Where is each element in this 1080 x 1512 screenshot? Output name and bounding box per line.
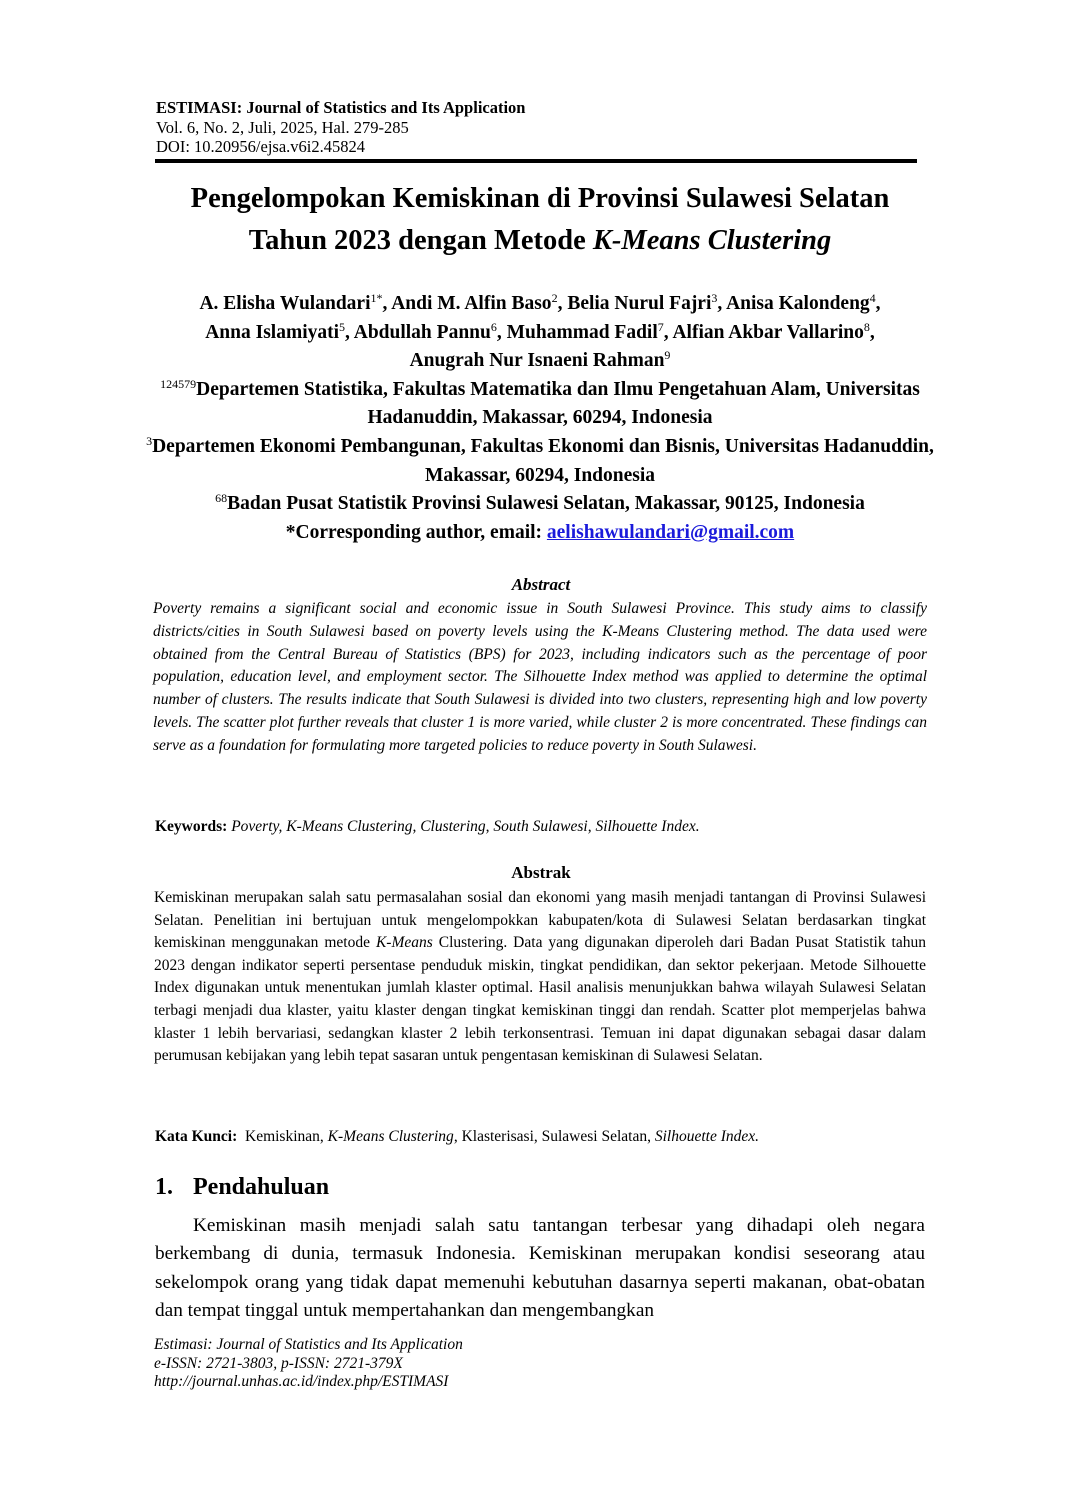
- header-divider: [155, 159, 917, 163]
- affiliation: [130, 490, 950, 519]
- title-line-2-text: Tahun 2023 dengan Metode: [248, 225, 593, 256]
- title-method: K-Means Clustering: [592, 225, 832, 256]
- kata-kunci-label: Kata Kunci:: [155, 1128, 238, 1145]
- section-heading: [155, 1172, 925, 1202]
- author-sup: 7: [657, 319, 664, 334]
- volume-info: Vol. 6, No. 2, Juli, 2025, Hal. 279-285: [156, 118, 409, 137]
- author-block: [130, 290, 950, 547]
- author-sep: ,: [382, 293, 392, 314]
- affiliation-text: Departemen Ekonomi Pembangunan, Fakultas Ekonomi dan Bisnis, Universitas Hadanuddin, Makassar, 60294, Indonesia: [152, 435, 934, 486]
- affiliation-sup: 68: [215, 491, 228, 506]
- author-sep: ,: [869, 321, 875, 343]
- author-line: [130, 290, 950, 319]
- abstrak-heading: Abstrak: [511, 863, 571, 882]
- author-sup: 8: [863, 319, 870, 334]
- title-line-2: [140, 220, 940, 262]
- title-line-1: Pengelompokan Kemiskinan di Provinsi Sulawesi Selatan: [190, 183, 890, 214]
- author-name: Alfian Akbar Vallarino: [672, 321, 864, 343]
- affiliation: [130, 376, 950, 433]
- abstract-text: Poverty remains a significant social and economic issue in South Sulawesi Province. This study aims to classify districts/cities in South Sulawesi based on poverty levels using the K-Means Clustering method. The data used were obtained from the Central Bureau of Statistics (BPS) for 2023, including indicators such as the percentage of poor population, education level, and employment sector. The Silhouette Index method was applied to determine the optimal number of clusters. The results indicate that South Sulawesi is divided into two clusters, representing high and low poverty levels. The scatter plot further reveals that cluster 1 is more varied, while cluster 2 is more concentrated. These findings can serve as a foundation for formulating more targeted policies to reduce poverty in South Sulawesi.: [153, 600, 927, 754]
- kata-kunci-text-2: K-Means Clustering: [327, 1128, 454, 1145]
- email-link[interactable]: aelishawulandari@gmail.com: [546, 521, 795, 543]
- author-sep: ,: [496, 321, 507, 343]
- author-name: Muhammad Fadil: [506, 321, 658, 343]
- section-title: Pendahuluan: [193, 1174, 330, 1200]
- abstrak-text: [154, 887, 926, 1068]
- abstract-heading: Abstract: [511, 575, 571, 594]
- kata-kunci-text-3: , Klasterisasi, Sulawesi Selatan,: [453, 1128, 655, 1145]
- author-sep: ,: [875, 293, 881, 314]
- affiliation: [130, 433, 950, 490]
- kata-kunci-text-1: Kemiskinan,: [237, 1128, 328, 1145]
- abstrak-italic: K-Means: [375, 934, 433, 952]
- corresponding-author: [130, 519, 950, 548]
- author-sup: 5: [339, 319, 346, 334]
- abstrak-part-1: Kemiskinan merupakan salah satu permasalahan sosial dan ekonomi yang masih menjadi tantangan di Provinsi Sulawesi Selatan. Penelitian ini bertujuan untuk mengelompokkan kabupaten/kota di Sulawesi Selatan berdasarkan tingkat kemiskinan menggunakan metode: [154, 889, 926, 952]
- author-sup: 3: [711, 291, 718, 305]
- author-line: [130, 319, 950, 348]
- author-name: A. Elisha Wulandari: [199, 293, 371, 314]
- journal-header: [156, 98, 916, 156]
- affiliation-text: Departemen Statistika, Fakultas Matematika dan Ilmu Pengetahuan Alam, Universitas Hadanuddin, Makassar, 60294, Indonesia: [196, 378, 920, 429]
- author-sup: 9: [664, 348, 671, 363]
- kata-kunci: [155, 1126, 925, 1148]
- section-paragraph: [155, 1212, 925, 1326]
- author-sep: ,: [663, 321, 673, 343]
- footer-issn: e-ISSN: 2721-3803, p-ISSN: 2721-379X: [154, 1354, 403, 1372]
- author-name: Anugrah Nur Isnaeni Rahman: [409, 350, 665, 372]
- keywords-label: Keywords:: [155, 818, 228, 835]
- section-number: 1.: [155, 1174, 173, 1200]
- author-name: Anna Islamiyati: [205, 321, 340, 343]
- paper-title: [140, 178, 940, 262]
- page-footer: [154, 1336, 754, 1392]
- abstrak-part-2: Clustering. Data yang digunakan diperoleh dari Badan Pusat Statistik tahun 2023 dengan indikator seperti persentase penduduk miskin, tingkat pendidikan, dan sektor pekerjaan. Metode Silhouette Index digunakan untuk menentukan jumlah klaster optimal. Hasil analisis menunjukkan bahwa wilayah Sulawesi Selatan terbagi menjadi dua klaster, yaitu klaster dengan tingkat kemiskinan tinggi dan rendah. Scatter plot memperjelas bahwa klaster 1 lebih bervariasi, sedangkan klaster 2 lebih terkonsentrasi. Temuan ini dapat digunakan sebagai dasar dalam perumusan kebijakan yang lebih tepat sasaran untuk pengentasan kemiskinan di Sulawesi Selatan.: [154, 934, 926, 1065]
- author-name: Andi M. Alfin Baso: [391, 293, 552, 314]
- journal-title: ESTIMASI: Journal of Statistics and Its Application: [156, 98, 526, 117]
- affiliation-text: Badan Pusat Statistik Provinsi Sulawesi Selatan, Makassar, 90125, Indonesia: [227, 493, 865, 515]
- author-sep: ,: [345, 321, 354, 343]
- author-sup: 4: [869, 291, 876, 305]
- author-sup: 2: [551, 291, 558, 305]
- affiliation-sup: 124579: [160, 376, 197, 391]
- author-sup: 1*: [370, 291, 383, 305]
- author-sep: ,: [557, 293, 568, 314]
- keywords-text: Poverty, K-Means Clustering, Clustering, South Sulawesi, Silhouette Index.: [227, 818, 700, 835]
- footer-journal: Estimasi: Journal of Statistics and Its Application: [154, 1336, 463, 1353]
- affiliation-sup: 3: [146, 433, 153, 448]
- corresponding-label: *Corresponding author, email:: [285, 521, 547, 543]
- author-line: [130, 347, 950, 376]
- author-sup: 6: [490, 319, 497, 334]
- doi[interactable]: DOI: 10.20956/ejsa.v6i2.45824: [156, 137, 365, 156]
- author-name: Anisa Kalondeng: [726, 293, 870, 314]
- footer-url[interactable]: http://journal.unhas.ac.id/index.php/ESTIMASI: [154, 1373, 449, 1390]
- keywords: [155, 816, 925, 838]
- kata-kunci-text-4: Silhouette Index.: [654, 1128, 759, 1145]
- author-sep: ,: [717, 293, 727, 314]
- author-name: Abdullah Pannu: [353, 321, 491, 343]
- author-name: Belia Nurul Fajri: [567, 293, 712, 314]
- section-text: Kemiskinan masih menjadi salah satu tantangan terbesar yang dihadapi oleh negara berkembang di dunia, termasuk Indonesia. Kemiskinan merupakan kondisi seseorang atau sekelompok orang yang tidak dapat memenuhi kebutuhan dasarnya seperti makanan, obat-obatan dan tempat tinggal untuk mempertahankan dan mengembangkan: [155, 1215, 925, 1322]
